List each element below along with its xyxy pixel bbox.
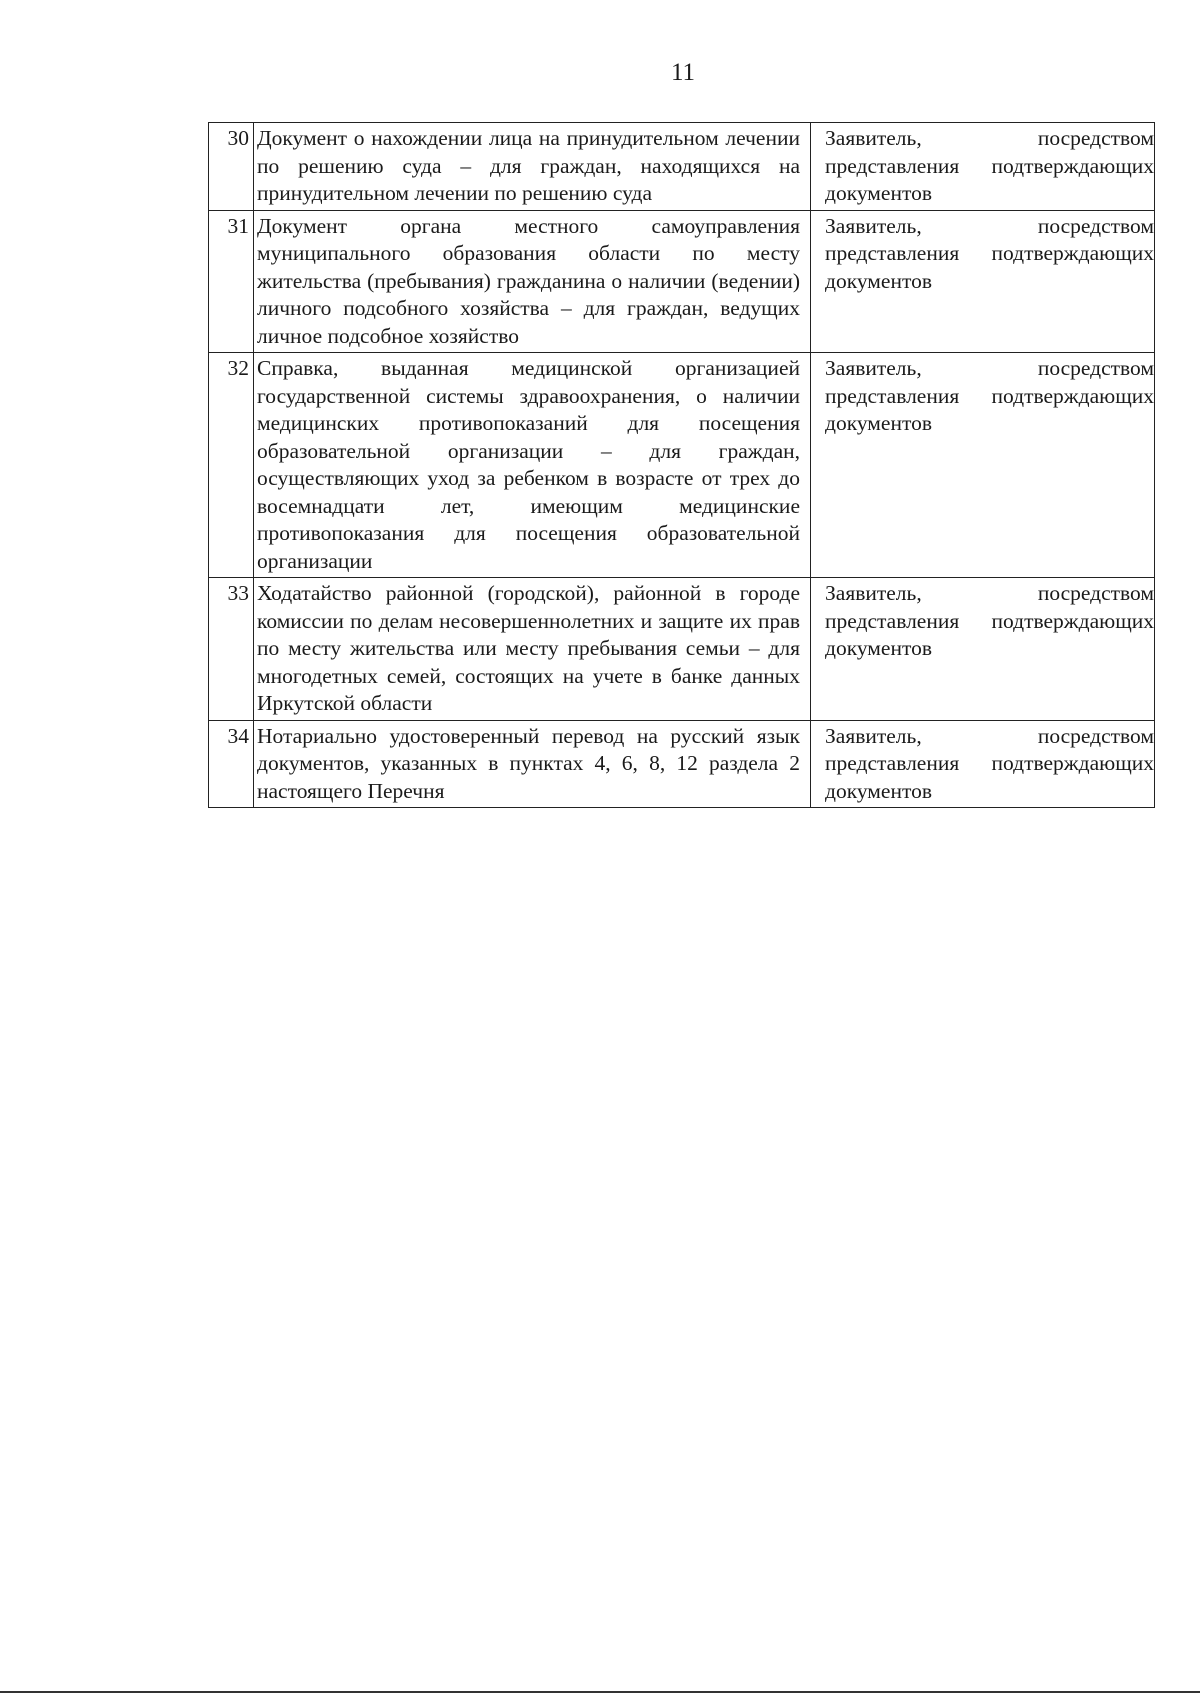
submitter-method: документов — [825, 778, 932, 803]
submitter-method: подтверждающих — [991, 608, 1154, 633]
submitter-label: Заявитель, — [825, 126, 922, 150]
document-description: Документ органа местного самоуправления муниципального образования области по месту жительства (пребывания) гражданина о наличии (ведении) личного подсобного хозяйства – для граждан, ведущих личное подсобное хозяйство — [254, 210, 811, 353]
submitter-cell — [811, 123, 1155, 211]
submitter-label: Заявитель, — [825, 213, 922, 238]
document-description: Справка, выданная медицинской организацией государственной системы здравоохранения, о наличии медицинских противопоказаний для посещения образовательной организации – для граждан, осуществляющих уход за ребенком в возрасте от трех до восемнадцати лет, имеющим медицинские противопоказания для посещения образовательной организации — [254, 353, 811, 578]
submitter-label: Заявитель, — [825, 356, 922, 380]
submitter-method: посредством — [1037, 356, 1154, 380]
submitter-cell — [811, 353, 1155, 578]
row-number: 34 — [209, 720, 254, 808]
submitter-method: документов — [825, 181, 932, 205]
submitter-method: документов — [825, 268, 932, 293]
table-row — [209, 123, 1155, 211]
document-description: Документ о нахождении лица на принудительном лечении по решению суда – для граждан, находящихся на принудительном лечении по решению суда — [254, 123, 811, 211]
submitter-method: представления — [825, 383, 960, 408]
bottom-divider — [0, 1691, 1200, 1693]
document-description: Ходатайство районной (городской), районной в городе комиссии по делам несовершеннолетних и защите их прав по месту жительства или месту пребывания семьи – для многодетных семей, состоящих на учете в банке данных Иркутской области — [254, 578, 811, 721]
table-row — [209, 353, 1155, 578]
submitter-method: подтверждающих — [991, 241, 1154, 265]
submitter-method: посредством — [1037, 126, 1154, 150]
table-row — [209, 578, 1155, 721]
row-number: 33 — [209, 578, 254, 721]
submitter-label: Заявитель, — [825, 581, 922, 605]
submitter-method: подтверждающих — [991, 383, 1154, 408]
submitter-method: документов — [825, 636, 932, 660]
submitter-method: посредством — [1037, 213, 1154, 238]
submitter-method: посредством — [1037, 581, 1154, 605]
submitter-method: подтверждающих — [991, 751, 1154, 775]
page-number: 11 — [670, 59, 696, 86]
submitter-label: Заявитель, — [825, 723, 922, 748]
submitter-method: документов — [825, 411, 932, 435]
submitter-method: представления — [825, 153, 960, 178]
submitter-method: представления — [825, 751, 960, 775]
submitter-method: посредством — [1037, 723, 1154, 748]
table-row — [209, 210, 1155, 353]
submitter-method: представления — [825, 241, 960, 265]
submitter-cell — [811, 210, 1155, 353]
submitter-cell — [811, 720, 1155, 808]
row-number: 31 — [209, 210, 254, 353]
submitter-method: подтверждающих — [991, 153, 1154, 178]
submitter-method: представления — [825, 608, 960, 633]
document-table — [208, 122, 1155, 808]
row-number: 32 — [209, 353, 254, 578]
table-row — [209, 720, 1155, 808]
submitter-cell — [811, 578, 1155, 721]
row-number: 30 — [209, 123, 254, 211]
document-description: Нотариально удостоверенный перевод на русский язык документов, указанных в пунктах 4, 6, 8, 12 раздела 2 настоящего Перечня — [254, 720, 811, 808]
